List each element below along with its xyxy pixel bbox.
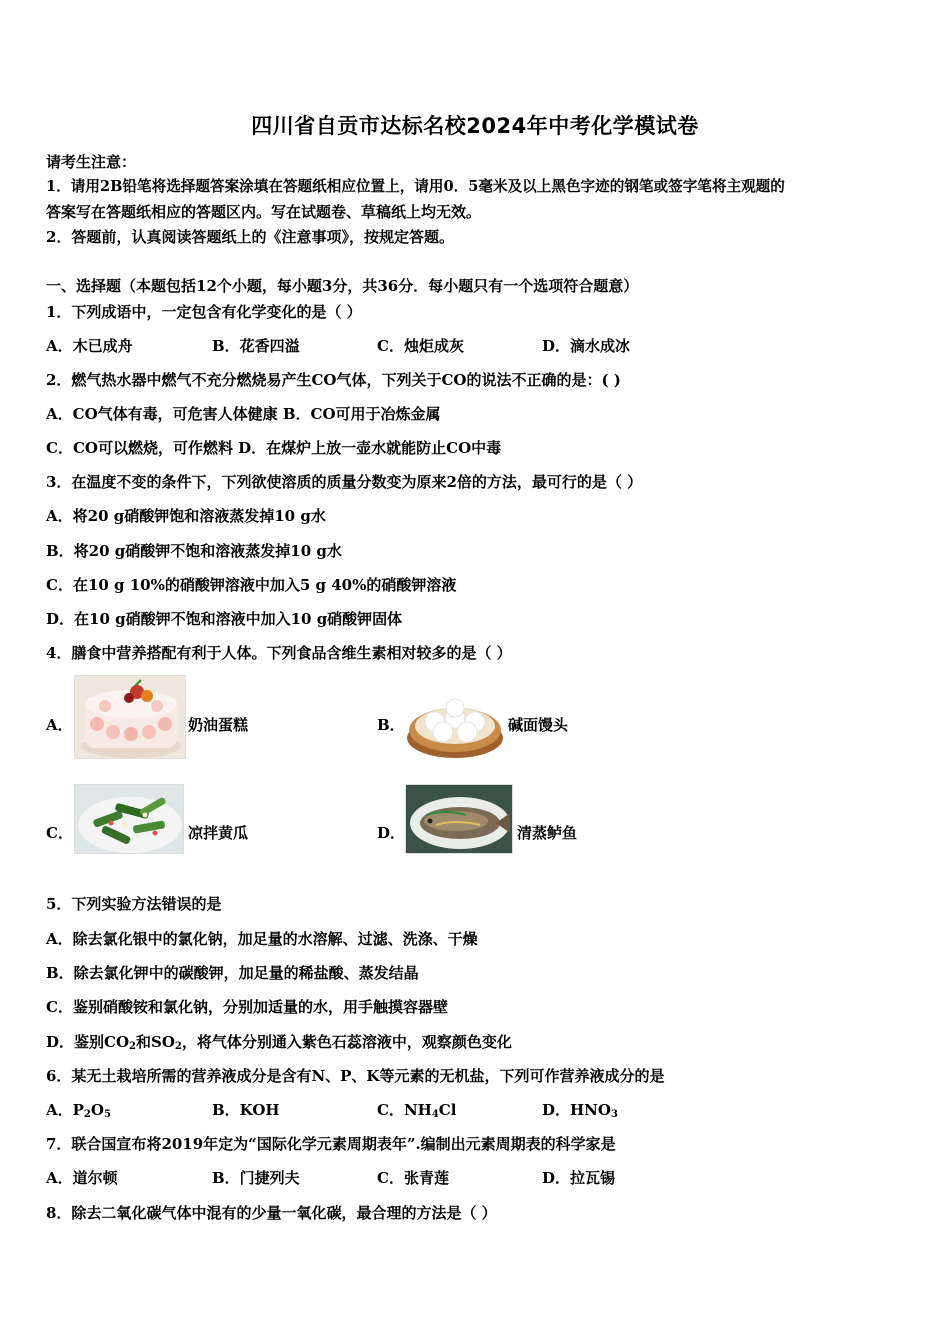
q3-option-d: D．在10 g硝酸钾不饱和溶液中加入10 g硝酸钾固体 (46, 610, 403, 628)
q2-options-ab: A．CO气体有毒，可危害人体健康 B．CO可用于冶炼金属 (46, 405, 441, 423)
q1-option-c: C．烛炬成灰 (377, 337, 464, 355)
q1-option-a: A．木已成舟 (46, 337, 133, 355)
q5-option-a: A．除去氯化银中的氯化钠，加足量的水溶解、过滤、洗涤、干燥 (46, 930, 478, 948)
q4-option-c-label: 凉拌黄瓜 (188, 824, 249, 842)
q4-option-a-letter: A． (46, 716, 73, 734)
q7-option-d: D．拉瓦锡 (542, 1169, 616, 1187)
section-heading: 一、选择题（本题包括12个小题，每小题3分，共36分．每小题只有一个选项符合题意） (46, 277, 639, 295)
q6-option-d: D．$HNO_3$ (542, 1101, 618, 1120)
q3-option-c: C．在10 g 10%的硝酸钾溶液中加入5 g 40%的硝酸钾溶液 (46, 576, 457, 594)
q3-option-b: B．将20 g硝酸钾不饱和溶液蒸发掉10 g水 (46, 542, 342, 560)
q4-option-b-letter: B． (377, 716, 405, 734)
question-4-stem: 4．膳食中营养搭配有利于人体。下列食品含维生素相对较多的是（ ） (46, 644, 512, 662)
q6-option-c: C．$NH_4Cl$ (377, 1101, 457, 1120)
notice-line-1b: 答案写在答题纸相应的答题区内。写在试题卷、草稿纸上均无效。 (46, 203, 482, 221)
question-5-stem: 5．下列实验方法错误的是 (46, 895, 222, 913)
q2-options-cd: C．CO可以燃烧，可作燃料 D．在煤炉上放一壶水就能防止CO中毒 (46, 439, 502, 457)
q1-option-d: D．滴水成冰 (542, 337, 631, 355)
notice-heading: 请考生注意： (46, 153, 137, 171)
q4-option-b-label: 碱面馒头 (508, 716, 569, 734)
steamed-bun-image (405, 686, 505, 760)
notice-line-2: 2．答题前，认真阅读答题纸上的《注意事项》，按规定答题。 (46, 228, 454, 246)
page-title: 四川省自贡市达标名校2024年中考化学模试卷 (251, 114, 699, 138)
q4-option-d-letter: D． (377, 824, 406, 842)
cucumber-salad-image (74, 784, 184, 854)
q5-option-c: C．鉴别硝酸铵和氯化钠，分别加适量的水，用手触摸容器壁 (46, 998, 448, 1016)
question-2-stem: 2．燃气热水器中燃气不充分燃烧易产生CO气体，下列关于CO的说法不正确的是：( ) (46, 371, 621, 389)
q4-option-a-label: 奶油蛋糕 (188, 716, 249, 734)
q6-option-a: A．$P_2O_5$ (46, 1101, 111, 1120)
q7-option-c: C．张青莲 (377, 1169, 449, 1187)
q4-option-d-label: 清蒸鲈鱼 (517, 824, 578, 842)
question-8-stem: 8．除去二氧化碳气体中混有的少量一氧化碳，最合理的方法是（ ） (46, 1204, 497, 1222)
q3-option-a: A．将20 g硝酸钾饱和溶液蒸发掉10 g水 (46, 507, 326, 525)
q5-option-d: D．鉴别$CO_2$和$SO_2$，将气体分别通入紫色石蕊溶液中，观察颜色变化 (46, 1033, 512, 1052)
question-6-stem: 6．某无土栽培所需的营养液成分是含有N、P、K等元素的无机盐，下列可作营养液成分的是 (46, 1067, 665, 1085)
q7-option-b: B．门捷列夫 (212, 1169, 300, 1187)
steamed-fish-image (405, 784, 513, 854)
cream-cake-image (74, 675, 186, 759)
question-7-stem: 7．联合国宣布将2019年定为“国际化学元素周期表年”.编制出元素周期表的科学家是 (46, 1135, 616, 1153)
q7-option-a: A．道尔顿 (46, 1169, 118, 1187)
question-3-stem: 3．在温度不变的条件下，下列欲使溶质的质量分数变为原来2倍的方法，最可行的是（ ） (46, 473, 643, 491)
notice-line-1a: 1．请用2B铅笔将选择题答案涂填在答题纸相应位置上，请用0．5毫米及以上黑色字迹的钢笔或签字笔将主观题的 (46, 178, 785, 195)
q5-option-b: B．除去氯化钾中的碳酸钾，加足量的稀盐酸、蒸发结晶 (46, 964, 419, 982)
question-1-stem: 1．下列成语中，一定包含有化学变化的是（ ） (46, 303, 362, 321)
q4-option-c-letter: C． (46, 824, 73, 842)
q1-option-b: B．花香四溢 (212, 337, 300, 355)
q6-option-b: B．KOH (212, 1101, 280, 1119)
